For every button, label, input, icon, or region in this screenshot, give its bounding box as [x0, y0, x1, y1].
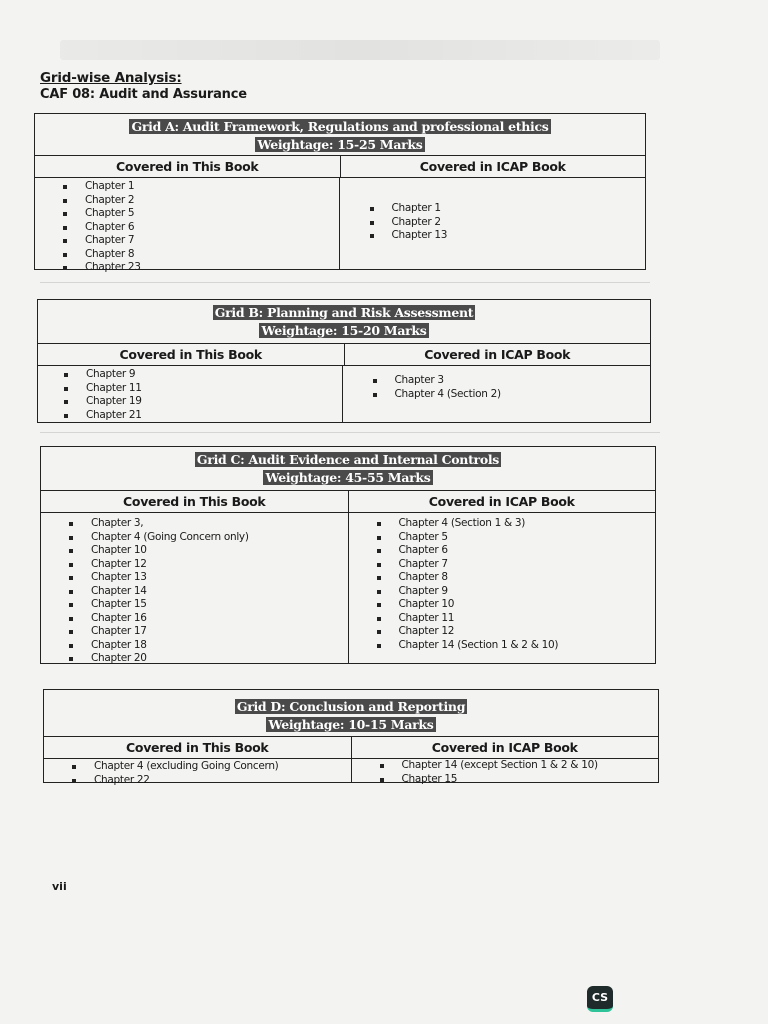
list-item: Chapter 18 — [65, 639, 348, 653]
list-item: Chapter 9 — [60, 368, 342, 382]
chapter-list — [65, 517, 348, 666]
grid-header — [38, 300, 650, 344]
column-header-this-book: Covered in This Book — [35, 156, 341, 177]
list-item: Chapter 9 — [373, 585, 656, 599]
list-item: Chapter 14 (except Section 1 & 2 & 10) — [376, 759, 659, 773]
column-header-icap-book: Covered in ICAP Book — [424, 347, 571, 362]
page-number: vii — [52, 880, 67, 893]
chapter-list — [373, 517, 656, 652]
chapter-list — [366, 202, 646, 243]
list-item: Chapter 5 — [59, 207, 339, 221]
list-item: Chapter 10 — [65, 544, 348, 558]
list-item: Chapter 2 — [59, 194, 339, 208]
list-item: Chapter 7 — [373, 558, 656, 572]
grid-title: Grid A: Audit Framework, Regulations and professional ethics — [131, 119, 549, 134]
grid-header — [44, 690, 658, 737]
list-item: Chapter 20 — [65, 652, 348, 666]
list-item: Chapter 2 — [366, 216, 646, 230]
chapter-list — [60, 368, 342, 422]
this-book-cell — [41, 513, 349, 663]
grid-c-table — [40, 446, 656, 664]
list-item: Chapter 6 — [59, 221, 339, 235]
grid-weightage: Weightage: 15-25 Marks — [257, 137, 423, 152]
list-item: Chapter 22 — [68, 774, 351, 788]
list-item: Chapter 16 — [65, 612, 348, 626]
column-header-this-book: Covered in This Book — [44, 737, 352, 758]
list-item: Chapter 15 — [376, 773, 659, 787]
list-item: Chapter 12 — [65, 558, 348, 572]
faded-rule — [40, 282, 650, 283]
list-item: Chapter 6 — [373, 544, 656, 558]
this-book-cell — [38, 366, 343, 422]
chapter-list — [59, 180, 339, 275]
list-item: Chapter 10 — [373, 598, 656, 612]
icap-book-cell — [340, 178, 646, 269]
list-item: Chapter 1 — [366, 202, 646, 216]
faded-rule — [40, 432, 660, 433]
list-item: Chapter 8 — [373, 571, 656, 585]
grid-title: Grid D: Conclusion and Reporting — [236, 699, 466, 714]
column-headers — [41, 491, 655, 513]
list-item: Chapter 8 — [59, 248, 339, 262]
list-item: Chapter 14 (Section 1 & 2 & 10) — [373, 639, 656, 653]
list-item: Chapter 14 — [65, 585, 348, 599]
chapter-list — [376, 759, 659, 786]
list-item: Chapter 21 — [60, 409, 342, 423]
list-item: Chapter 3, — [65, 517, 348, 531]
column-header-this-book: Covered in This Book — [41, 491, 349, 512]
list-item: Chapter 4 (Section 1 & 3) — [373, 517, 656, 531]
column-header-icap-book: Covered in ICAP Book — [428, 494, 575, 509]
this-book-cell — [44, 759, 352, 786]
grid-body — [38, 366, 650, 422]
list-item: Chapter 11 — [373, 612, 656, 626]
list-item: Chapter 13 — [366, 229, 646, 243]
faded-header-band — [60, 40, 660, 60]
chapter-list — [369, 374, 651, 401]
list-item: Chapter 19 — [60, 395, 342, 409]
list-item: Chapter 23 — [59, 261, 339, 275]
grid-title: Grid B: Planning and Risk Assessment — [214, 305, 474, 320]
grid-header — [35, 114, 645, 156]
grid-b-table — [37, 299, 651, 423]
grid-body — [44, 759, 658, 786]
list-item: Chapter 3 — [369, 374, 651, 388]
grid-weightage: Weightage: 45-55 Marks — [265, 470, 431, 485]
camscanner-logo-badge: CS — [587, 986, 613, 1012]
list-item: Chapter 12 — [373, 625, 656, 639]
grid-title: Grid C: Audit Evidence and Internal Controls — [196, 452, 500, 467]
this-book-cell — [35, 178, 340, 273]
grid-weightage: Weightage: 10-15 Marks — [268, 717, 434, 732]
list-item: Chapter 15 — [65, 598, 348, 612]
column-header-icap-book: Covered in ICAP Book — [431, 740, 578, 755]
column-headers — [44, 737, 658, 759]
grid-body — [41, 513, 655, 663]
column-headers — [35, 156, 645, 178]
list-item: Chapter 5 — [373, 531, 656, 545]
column-header-icap-book: Covered in ICAP Book — [419, 159, 566, 174]
chapter-list — [68, 760, 351, 787]
grid-d-table — [43, 689, 659, 786]
column-header-this-book: Covered in This Book — [38, 344, 345, 365]
list-item: Chapter 4 (Going Concern only) — [65, 531, 348, 545]
icap-book-cell — [349, 513, 656, 663]
grid-header — [41, 447, 655, 491]
page-title: Grid-wise Analysis: — [40, 70, 182, 86]
list-item: Chapter 11 — [60, 382, 342, 396]
page-subtitle: CAF 08: Audit and Assurance — [40, 87, 247, 102]
grid-weightage: Weightage: 15-20 Marks — [261, 323, 427, 338]
icap-book-cell — [343, 366, 651, 422]
icap-book-cell — [352, 759, 659, 785]
list-item: Chapter 7 — [59, 234, 339, 248]
column-headers — [38, 344, 650, 366]
grid-a-table — [34, 113, 646, 273]
list-item: Chapter 13 — [65, 571, 348, 585]
list-item: Chapter 4 (excluding Going Concern) — [68, 760, 351, 774]
grid-body — [35, 178, 645, 273]
list-item: Chapter 17 — [65, 625, 348, 639]
list-item: Chapter 1 — [59, 180, 339, 194]
list-item: Chapter 4 (Section 2) — [369, 388, 651, 402]
